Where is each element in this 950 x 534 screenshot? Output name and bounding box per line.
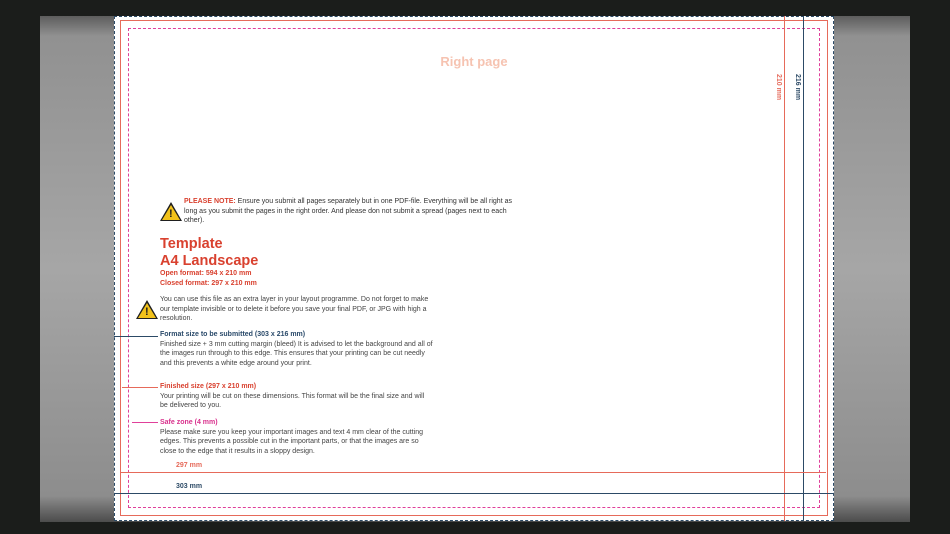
width-finished-line [120,472,826,473]
height-finished-line [784,16,785,521]
safe-heading: Safe zone (4 mm) [160,419,218,426]
finished-heading: Finished size (297 x 210 mm) [160,383,257,390]
finished-section [160,382,425,411]
format-arrow [114,336,158,337]
safe-arrow [132,422,158,423]
template-title-line2: A4 Landscape [160,253,259,269]
height-bleed-line [803,16,804,521]
width-bleed-label: 303 mm [176,483,203,490]
please-note-label: PLEASE NOTE: [184,198,236,205]
open-format: Open format: 594 x 210 mm [160,270,252,277]
height-finished-label: 210 mm [775,74,782,101]
height-bleed-label: 216 mm [794,74,801,101]
closed-format: Closed format: 297 x 210 mm [160,279,257,287]
finished-arrow [122,387,158,388]
width-bleed-line [114,493,834,494]
format-section [160,330,435,368]
please-note [184,197,514,226]
safe-body: Please make sure you keep your important images and text 4 mm clear of the cutting edges. This prevents a possible cut in the important parts, or that the images are so close to the edge that it results in a sloppy design. [160,428,424,455]
finished-body: Your printing will be cut on these dimensions. This format will be the final size and will be delivered to you. [160,392,425,409]
safe-section [160,418,425,456]
page-title: Right page [440,54,508,69]
format-info [160,269,257,288]
template-title-line1: Template [160,236,223,252]
width-finished-label: 297 mm [176,462,203,469]
layer-note: You can use this file as an extra layer in your layout programme. Do not forget to make our template invisible or to delete it before you save your final PDF, or JPG with high a resolution. [160,296,429,322]
template-title [160,236,258,270]
template-page [114,16,834,521]
format-heading: Format size to be submitted (303 x 216 mm) [160,331,306,338]
format-body: Finished size + 3 mm cutting margin (bleed) It is advised to let the background and all of the images run through to this edge. This ensures that your printing can be cut needly and this prevents a white edge around your print. [160,340,433,367]
warning-icon: ! [160,202,182,221]
please-note-text: Ensure you submit all pages separately but in one PDF-file. Everything will be all right as long as you submit the pages in the right order. And please don not submit a spread (pages next to each other). [184,198,512,224]
warning-icon: ! [136,300,158,319]
